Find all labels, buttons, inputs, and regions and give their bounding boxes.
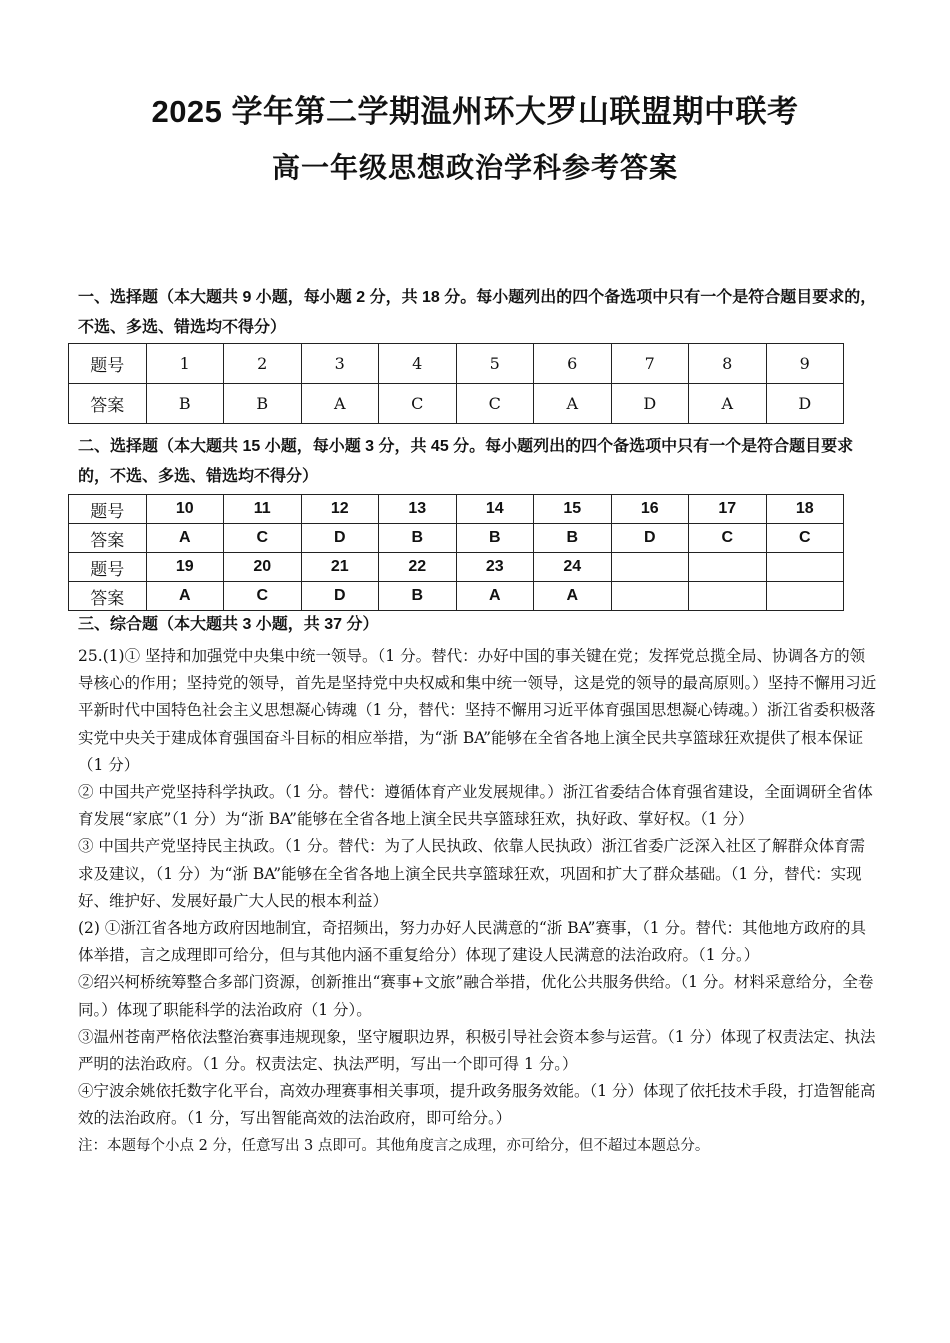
answer-cell: C: [766, 524, 844, 553]
answer-paragraph: ③ 中国共产党坚持民主执政。（1 分。替代：为了人民执政、依靠人民执政）浙江省委广泛深入社区了解群众体育需求及建议，（1 分）为“浙 BA”能够在全省各地上演全民共享篮球狂欢，巩固和扩大了群众基础。（1 分，替代：实现好、维护好、发展好最广大人民的根本利益）: [78, 837, 865, 910]
question-number: 18: [766, 495, 844, 524]
answer-cell: D: [611, 524, 689, 553]
answer-cell: A: [146, 524, 224, 553]
row-label-number: 题号: [69, 553, 147, 582]
answer-paragraph: 25.(1)① 坚持和加强党中央集中统一领导。（1 分。替代：办好中国的事关键在党；发挥党总揽全局、协调各方的领导核心的作用；坚持党的领导，首先是坚持党中央权威和集中统一领导，这是党的领导的最高原则。）坚持不懈用习近平新时代中国特色社会主义思想凝心铸魂（1 分，替代：坚持不懈用习近平体育强国思想凝心铸魂。）浙江省委积极落实党中央关于建成体育强国奋斗目标的相应举措，为“浙 BA”能够在全省各地上演全民共享篮球狂欢提供了根本保证（1 分）: [78, 647, 877, 774]
answer-paragraph: ②绍兴柯桥统筹整合多部门资源，创新推出“赛事+文旅”融合举措，优化公共服务供给。（1 分。材料采意给分，全卷同。）体现了职能科学的法治政府（1 分）。: [78, 973, 874, 1019]
page-subtitle: 高一年级思想政治学科参考答案: [271, 152, 678, 183]
answer-cell: B: [379, 582, 457, 611]
row-label-number: 题号: [69, 495, 147, 524]
question-number: 9: [766, 344, 844, 384]
question-number: 13: [379, 495, 457, 524]
section1-heading: 一、选择题（本大题共 9 小题，每小题 2 分，共 18 分。每小题列出的四个备选项中只有一个是符合题目要求的，不选、多选、错选均不得分）: [78, 289, 877, 336]
empty-cell: [611, 582, 689, 611]
answer-cell: C: [456, 384, 534, 424]
answer-cell: A: [301, 384, 379, 424]
answer-cell: C: [379, 384, 457, 424]
answer-cell: C: [224, 582, 302, 611]
question-number: 21: [301, 553, 379, 582]
answer-cell: D: [301, 524, 379, 553]
empty-cell: [689, 553, 767, 582]
question-number: 7: [611, 344, 689, 384]
table-row: [69, 344, 844, 384]
empty-cell: [689, 582, 767, 611]
answer-cell: D: [611, 384, 689, 424]
answer-paragraph: ③温州苍南严格依法整治赛事违规现象，坚守履职边界，积极引导社会资本参与运营。（1 分）体现了权责法定、执法严明的法治政府。（1 分。权责法定、执法严明，写出一个即可得 1 分。）: [78, 1027, 876, 1074]
question-number: 22: [379, 553, 457, 582]
table-row: [69, 582, 844, 611]
answer-cell: C: [689, 524, 767, 553]
answer-cell: D: [301, 582, 379, 611]
question-number: 19: [146, 553, 224, 582]
question-number: 3: [301, 344, 379, 384]
section2-answer-table: [68, 494, 844, 611]
answer-cell: A: [146, 582, 224, 611]
answer-cell: B: [379, 524, 457, 553]
question-number: 11: [224, 495, 302, 524]
question-number: 24: [534, 553, 612, 582]
answer-cell: A: [456, 582, 534, 611]
question-number: 1: [146, 344, 224, 384]
answer-cell: A: [534, 582, 612, 611]
question-number: 17: [689, 495, 767, 524]
row-label-answer: 答案: [69, 384, 147, 424]
question-number: 23: [456, 553, 534, 582]
answer-paragraph: (2) ①浙江省各地方政府因地制宜，奇招频出，努力办好人民满意的“浙 BA”赛事，（1 分。替代：其他地方政府的具体举措，言之成理即可给分，但与其他内涵不重复给分）体现了建设人民满意的法治政府。（1 分。）: [78, 919, 867, 965]
question-number: 5: [456, 344, 534, 384]
row-label-answer: 答案: [69, 582, 147, 611]
question-number: 20: [224, 553, 302, 582]
answer-cell: A: [534, 384, 612, 424]
table-row: [69, 553, 844, 582]
answer-cell: A: [689, 384, 767, 424]
answer-cell: B: [534, 524, 612, 553]
section3-answer-text: [78, 643, 880, 1160]
question-number: 4: [379, 344, 457, 384]
scoring-note: 注：本题每个小点 2 分，任意写出 3 点即可。其他角度言之成理，亦可给分，但不超过本题总分。: [78, 1137, 710, 1154]
answer-cell: D: [766, 384, 844, 424]
answer-cell: C: [224, 524, 302, 553]
question-number: 8: [689, 344, 767, 384]
question-number: 12: [301, 495, 379, 524]
row-label-answer: 答案: [69, 524, 147, 553]
row-label-number: 题号: [69, 344, 147, 384]
section2-heading: 二、选择题（本大题共 15 小题，每小题 3 分，共 45 分。每小题列出的四个备选项中只有一个是符合题目要求的，不选、多选、错选均不得分）: [78, 438, 854, 485]
question-number: 16: [611, 495, 689, 524]
question-number: 14: [456, 495, 534, 524]
section1-answer-table: [68, 343, 844, 424]
answer-cell: B: [146, 384, 224, 424]
answer-cell: B: [224, 384, 302, 424]
table-row: [69, 495, 844, 524]
table-row: [69, 384, 844, 424]
answer-paragraph: ④宁波余姚依托数字化平台，高效办理赛事相关事项，提升政务服务效能。（1 分）体现了依托技术手段，打造智能高效的法治政府。（1 分，写出智能高效的法治政府，即可给分。）: [78, 1082, 876, 1128]
question-number: 6: [534, 344, 612, 384]
question-number: 10: [146, 495, 224, 524]
table-row: [69, 524, 844, 553]
empty-cell: [766, 582, 844, 611]
empty-cell: [611, 553, 689, 582]
empty-cell: [766, 553, 844, 582]
page-title: 2025 学年第二学期温州环大罗山联盟期中联考: [151, 94, 799, 129]
answer-paragraph: ② 中国共产党坚持科学执政。（1 分。替代：遵循体育产业发展规律。）浙江省委结合体育强省建设，全面调研全省体育发展“家底”（1 分）为“浙 BA”能够在全省各地上演全民共享篮球狂欢，执好政、掌好权。（1 分）: [78, 783, 873, 829]
answer-cell: B: [456, 524, 534, 553]
question-number: 2: [224, 344, 302, 384]
question-number: 15: [534, 495, 612, 524]
section3-heading: 三、综合题（本大题共 3 小题，共 37 分）: [78, 616, 379, 633]
